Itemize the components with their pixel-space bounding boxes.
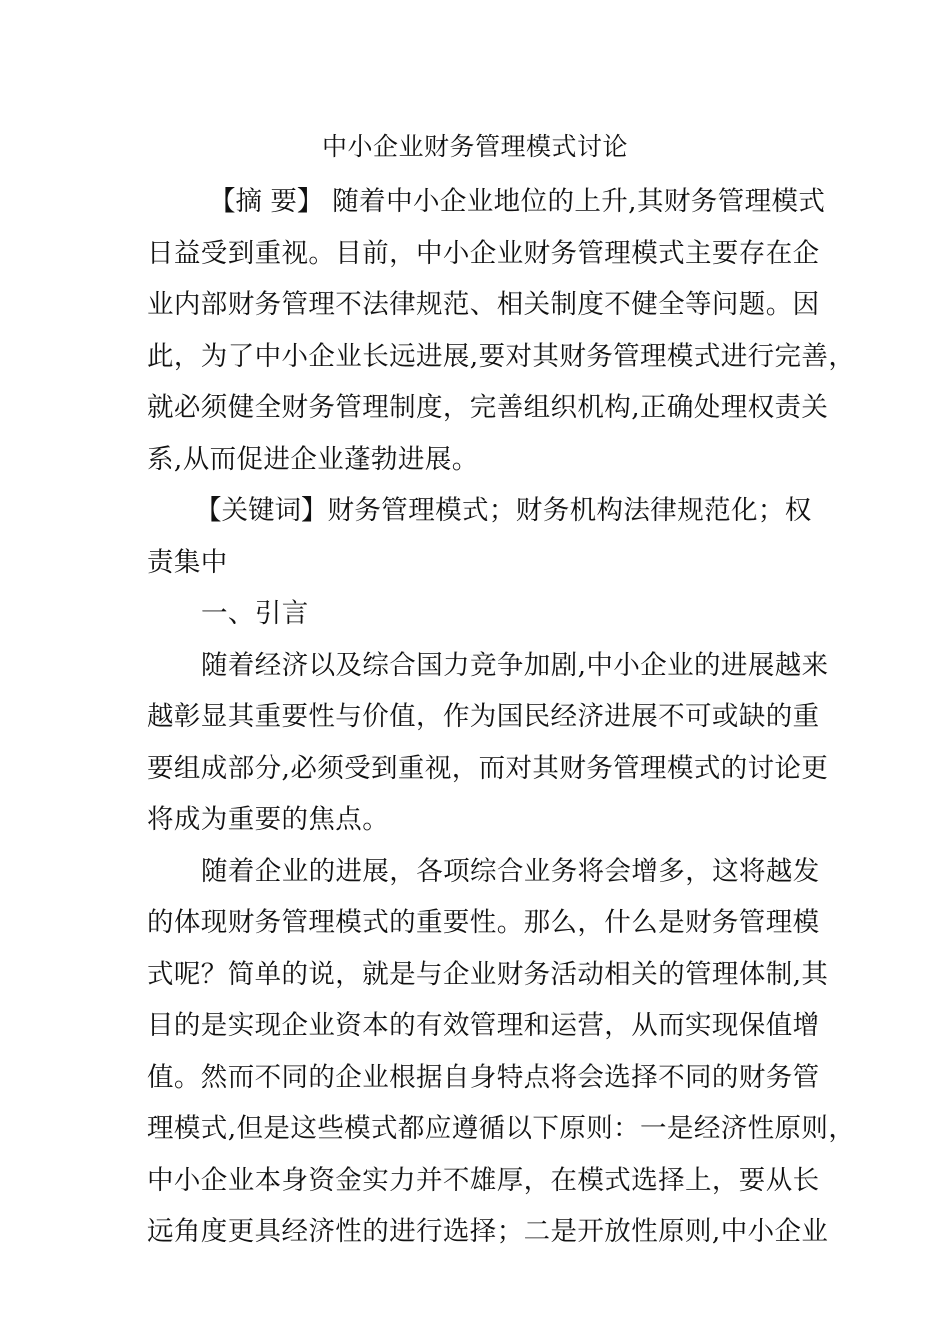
keywords-first-line [147,485,812,537]
paragraph-line: 随着企业的进展，各项综合业务将会增多，这将越发 [201,855,820,887]
abstract-line: 此，为了中小企业长远进展,要对其财务管理模式进行完善， [147,340,856,372]
paragraph-line: 将成为重要的焦点。 [147,804,390,835]
keywords-line: 责集中 [147,546,228,578]
abstract-label: 【摘 要】 [209,186,324,217]
abstract-line: 日益受到重视。目前，中小企业财务管理模式主要存在企 [147,237,820,269]
paragraph-line: 的体现财务管理模式的重要性。那么，什么是财务管理模 [147,907,820,938]
paragraph-line: 越彰显其重要性与价值，作为国民经济进展不可或缺的重 [147,701,820,732]
keywords-label: 【关键词】 [195,495,328,526]
abstract-first-line [147,176,826,228]
abstract-line: 系,从而促进企业蓬勃进展。 [147,443,479,475]
section-heading: 一、引言 [201,598,309,629]
paragraph-line: 值。然而不同的企业根据自身特点将会选择不同的财务管 [147,1061,820,1093]
document-title: 中小企业财务管理模式讨论 [321,132,628,161]
paragraph-line: 随着经济以及综合国力竞争加剧,中小企业的进展越来 [201,649,829,681]
intro-paragraph-1 [147,640,829,846]
intro-paragraph-2 [147,846,856,1258]
section-heading-block [147,588,807,640]
abstract-line: 就必须健全财务管理制度，完善组织机构,正确处理权责关 [147,392,829,423]
keywords-paragraph [147,485,812,588]
keywords-line: 财务管理模式；财务机构法律规范化；权 [327,495,812,526]
abstract-line: 业内部财务管理不法律规范、相关制度不健全等问题。因 [147,289,820,320]
abstract-paragraph [147,176,856,485]
paragraph-line: 要组成部分,必须受到重视，而对其财务管理模式的讨论更 [147,752,829,784]
paragraph-line: 式呢？简单的说，就是与企业财务活动相关的管理体制,其 [147,958,829,990]
paragraph-line: 远角度更具经济性的进行选择；二是开放性原则,中小企业 [147,1216,829,1247]
document-body [147,176,856,1258]
paragraph-line: 中小企业本身资金实力并不雄厚，在模式选择上，要从长 [147,1164,820,1196]
paragraph-line: 目的是实现企业资本的有效管理和运营，从而实现保值增 [147,1010,820,1041]
abstract-line: 随着中小企业地位的上升,其财务管理模式 [332,186,826,217]
paragraph-line: 理模式,但是这些模式都应遵循以下原则：一是经济性原则， [147,1113,856,1144]
